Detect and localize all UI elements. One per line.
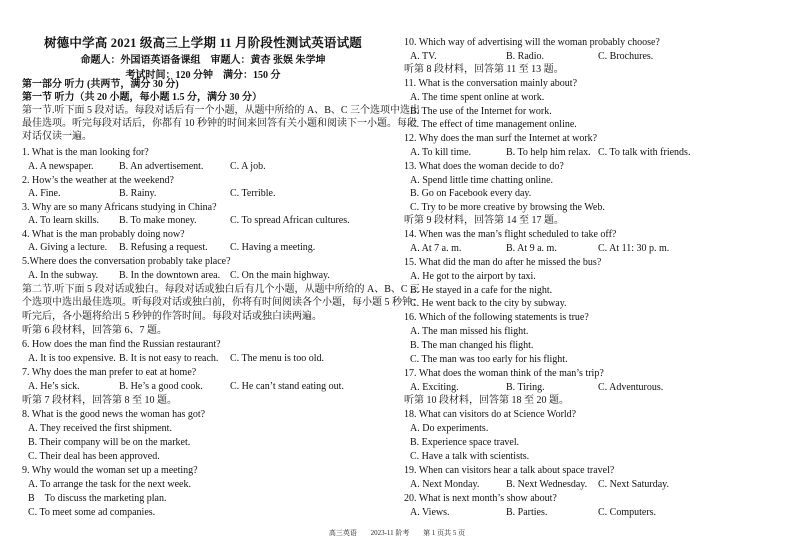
- question-stem: 7. Why does the man prefer to eat at home?: [22, 367, 197, 378]
- option-a: A. In the subway.: [28, 270, 99, 281]
- option-b: B. To help him relax.: [506, 147, 591, 158]
- option-b: B. The man changed his flight.: [410, 340, 534, 351]
- option-b: B. To make money.: [119, 215, 197, 226]
- option-b: B. An advertisement.: [119, 161, 204, 172]
- option-a: A. Do experiments.: [410, 423, 489, 434]
- option-c: C. To spread African cultures.: [230, 215, 350, 226]
- material-note: 听第 6 段材料，回答第 6、7 题。: [22, 325, 167, 336]
- exam-time-score: 考试时间：120 分钟 满分：150 分: [125, 70, 281, 81]
- option-c: C. Try to be more creative by browsing the Web.: [410, 202, 605, 213]
- material-note: 听第 8 段材料，回答第 11 至 13 题。: [404, 64, 564, 75]
- material-note: 听第 10 段材料，回答第 18 至 20 题。: [404, 395, 569, 406]
- option-c: C. Have a talk with scientists.: [410, 451, 530, 462]
- option-c: C. A job.: [230, 161, 266, 172]
- option-c: C. Having a meeting.: [230, 242, 316, 253]
- exam-title: 树德中学高 2021 级高三上学期 11 月阶段性测试英语试题: [43, 36, 362, 50]
- section2-intro: 个选项中选出最佳选项。听每段对话或独白前，你将有时间阅读各个小题，每小题 5 秒钟；: [22, 297, 422, 308]
- option-b: B. Next Wednesday.: [506, 479, 588, 490]
- option-c: C. The effect of time management online.: [410, 119, 577, 130]
- question-stem: 6. How does the man find the Russian restaurant?: [22, 339, 221, 350]
- option-c: C. To talk with friends.: [598, 147, 691, 158]
- option-c: C. At 11: 30 p. m.: [598, 243, 670, 254]
- option-c: C. Brochures.: [598, 51, 654, 62]
- question-stem: 13. What does the woman decide to do?: [404, 161, 564, 172]
- option-a: A. He got to the airport by taxi.: [410, 271, 536, 282]
- exam-authors: 命题人：外国语英语备课组 审题人：黄杏 张娱 朱学坤: [80, 55, 326, 66]
- question-stem: 5.Where does the conversation probably take place?: [22, 256, 231, 267]
- option-a: A. Exciting.: [410, 382, 459, 393]
- option-c: C. The man was too early for his flight.: [410, 354, 568, 365]
- question-stem: 4. What is the man probably doing now?: [22, 229, 185, 240]
- option-a: A. Views.: [410, 507, 450, 518]
- material-note: 听第 9 段材料，回答第 14 至 17 题。: [404, 215, 564, 226]
- option-a: A. To kill time.: [410, 147, 472, 158]
- option-c: C. Computers.: [598, 507, 657, 518]
- option-b: B. He’s a good cook.: [119, 381, 203, 392]
- option-b: B. Parties.: [506, 507, 548, 518]
- option-b: B. In the downtown area.: [119, 270, 221, 281]
- part1-heading: 第一部分 听力 (共两节，满分 30 分): [22, 79, 179, 90]
- option-c: C. On the main highway.: [230, 270, 330, 281]
- option-b: B. Refusing a request.: [119, 242, 208, 253]
- option-a: A. They received the first shipment.: [28, 423, 172, 434]
- question-stem: 16. Which of the following statements is true?: [404, 312, 589, 323]
- option-b: B. It is not easy to reach.: [119, 353, 219, 364]
- section2-intro: 听完后，各小题将给出 5 秒钟的作答时间。每段对话或独白读两遍。: [22, 311, 322, 322]
- option-b: B. Experience space travel.: [410, 437, 520, 448]
- option-c: C. Terrible.: [230, 188, 276, 199]
- section1-intro: 第一节.听下面 5 段对话。每段对话后有一个小题，从题中所给的 A、B、C 三个选项中选出: [22, 105, 421, 116]
- option-c: C. The menu is too old.: [230, 353, 324, 364]
- question-stem: 12. Why does the man surf the Internet at work?: [404, 133, 598, 144]
- question-stem: 9. Why would the woman set up a meeting?: [22, 465, 198, 476]
- section1-intro: 最佳选项。听完每段对话后，你都有 10 秒钟的时间来回答有关小题和阅读下一小题。每段: [22, 118, 417, 129]
- question-stem: 11. What is the conversation mainly about?: [404, 78, 578, 89]
- option-b: B. At 9 a. m.: [506, 243, 557, 254]
- option-b: B. Radio.: [506, 51, 545, 62]
- option-a: A. The time spent online at work.: [410, 92, 545, 103]
- option-a: A. Spend little time chatting online.: [410, 175, 554, 186]
- option-a: A. A newspaper.: [28, 161, 94, 172]
- option-a: A. The man missed his flight.: [410, 326, 529, 337]
- question-stem: 3. Why are so many Africans studying in China?: [22, 202, 217, 213]
- option-b: B. The use of the Internet for work.: [410, 106, 552, 117]
- option-a: A. TV.: [410, 51, 437, 62]
- option-c: C. Next Saturday.: [598, 479, 670, 490]
- option-b: B. Tiring.: [506, 382, 545, 393]
- question-stem: 17. What does the woman think of the man’s trip?: [404, 368, 604, 379]
- footer-subject: 高三英语: [328, 529, 357, 537]
- material-note: 听第 7 段材料，回答第 8 至 10 题。: [22, 395, 177, 406]
- footer-exam: 2023-11 阶考: [370, 529, 410, 537]
- question-stem: 20. What is next month’s show about?: [404, 493, 557, 504]
- option-b: B To discuss the marketing plan.: [28, 493, 167, 504]
- option-c: C. Their deal has been approved.: [28, 451, 160, 462]
- option-b: B. He stayed in a cafe for the night.: [410, 285, 553, 296]
- option-c: C. Adventurous.: [598, 382, 664, 393]
- question-stem: 1. What is the man looking for?: [22, 147, 149, 158]
- option-b: B. Go on Facebook every day.: [410, 188, 532, 199]
- question-stem: 18. What can visitors do at Science World?: [404, 409, 577, 420]
- option-b: B. Rainy.: [119, 188, 157, 199]
- option-a: A. To arrange the task for the next week.: [28, 479, 191, 490]
- option-c: C. He went back to the city by subway.: [410, 298, 567, 309]
- option-a: A. At 7 a. m.: [410, 243, 462, 254]
- option-c: C. To meet some ad companies.: [28, 507, 156, 518]
- option-a: A. Fine.: [28, 188, 61, 199]
- section1-heading: 第一节 听力（共 20 小题，每小题 1.5 分，满分 30 分）: [22, 92, 262, 103]
- question-stem: 2. How’s the weather at the weekend?: [22, 175, 174, 186]
- question-stem: 15. What did the man do after he missed the bus?: [404, 257, 602, 268]
- question-stem: 14. When was the man’s flight scheduled to take off?: [404, 229, 617, 240]
- section1-intro: 对话仅读一遍。: [22, 131, 92, 142]
- page-footer: [0, 528, 794, 538]
- option-a: A. Next Monday.: [410, 479, 480, 490]
- question-stem: 8. What is the good news the woman has got?: [22, 409, 206, 420]
- footer-page-number: 第 1 页共 5 页: [423, 529, 466, 537]
- question-stem: 19. When can visitors hear a talk about space travel?: [404, 465, 615, 476]
- option-a: A. It is too expensive.: [28, 353, 116, 364]
- option-a: A. He’s sick.: [28, 381, 80, 392]
- option-c: C. He can’t stand eating out.: [230, 381, 344, 392]
- option-b: B. Their company will be on the market.: [28, 437, 191, 448]
- option-a: A. To learn skills.: [28, 215, 100, 226]
- section2-intro: 第二节.听下面 5 段对话或独白。每段对话或独白后有几个小题，从题中所给的 A、B、C 三: [22, 284, 421, 295]
- option-a: A. Giving a lecture.: [28, 242, 108, 253]
- question-stem: 10. Which way of advertising will the woman probably choose?: [404, 37, 660, 48]
